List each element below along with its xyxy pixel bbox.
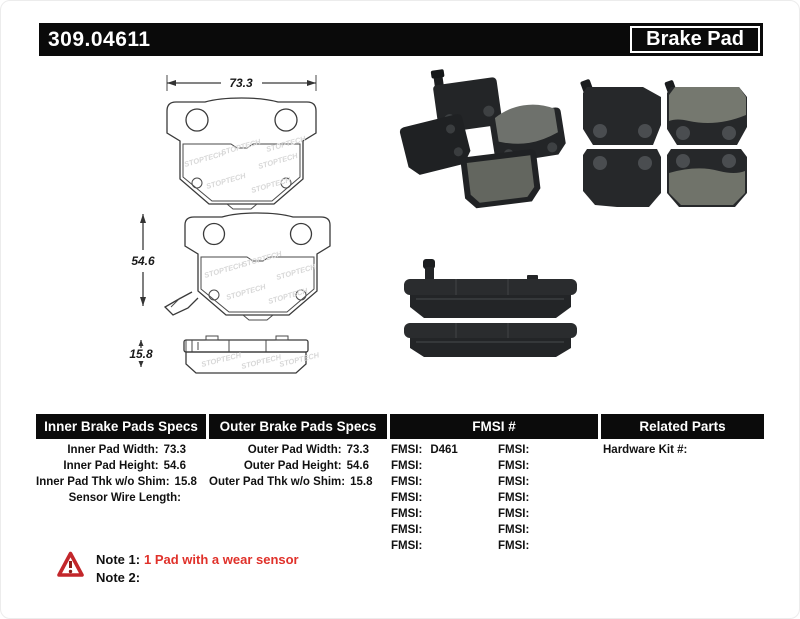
fmsi-row: FMSI: — [391, 508, 423, 520]
related-row: Hardware Kit #: — [603, 444, 688, 456]
spec-row: Inner Pad Thk w/o Shim: 15.8 — [36, 476, 197, 488]
fmsi-row: FMSI: — [498, 508, 530, 520]
header-bar — [39, 23, 763, 56]
pad-grid-top-right — [664, 80, 747, 145]
pad-side-outline — [184, 336, 321, 373]
spec-row: Outer Pad Thk w/o Shim: 15.8 — [209, 476, 373, 488]
svg-text:STOPTECH: STOPTECH — [257, 151, 299, 171]
height-dim-label: 54.6 — [131, 254, 155, 268]
svg-text:STOPTECH: STOPTECH — [220, 137, 262, 157]
drawing-front-height — [123, 204, 338, 334]
thickness-dim-label: 15.8 — [129, 347, 153, 361]
spec-row: Outer Pad Height: 54.6 — [243, 460, 369, 472]
photo-pads-stacked — [396, 251, 586, 359]
note1-text: 1 Pad with a wear sensor — [144, 552, 299, 567]
photo-pads-grid — [579, 79, 769, 211]
pad-grid-bottom-right — [667, 149, 747, 207]
spec-row: Inner Pad Width: 73.3 — [67, 444, 186, 456]
fmsi-row: FMSI: — [391, 460, 423, 472]
inner-specs-column — [36, 442, 197, 506]
pad-friction-bottom — [460, 149, 542, 210]
product-type-badge: Brake Pad — [630, 26, 760, 53]
fmsi-row: FMSI: — [498, 492, 530, 504]
svg-text:STOPTECH: STOPTECH — [225, 282, 267, 302]
fmsi-row: FMSI: — [498, 460, 530, 472]
outer-specs-header: Outer Brake Pads Specs — [209, 414, 387, 439]
width-dimension — [167, 75, 316, 91]
svg-text:STOPTECH: STOPTECH — [203, 260, 245, 280]
fmsi-row: FMSI: — [498, 524, 530, 536]
wear-sensor-tab — [165, 292, 198, 315]
note2-label: Note 2: — [96, 570, 141, 585]
photo-pads-angled — [396, 79, 571, 209]
svg-text:STOPTECH: STOPTECH — [241, 249, 283, 269]
thickness-dimension — [129, 340, 153, 367]
note1-label: Note 1: — [96, 552, 141, 567]
height-dimension — [131, 214, 155, 306]
related-parts-column — [603, 442, 763, 458]
pad-front-outline-2 — [165, 213, 330, 320]
spec-row: Outer Pad Width: 73.3 — [247, 444, 369, 456]
pad-grid-top-left — [580, 79, 661, 145]
svg-text:STOPTECH: STOPTECH — [240, 352, 282, 371]
svg-text:STOPTECH: STOPTECH — [205, 171, 247, 191]
fmsi-row: FMSI: — [498, 444, 530, 456]
spec-row: Inner Pad Height: 54.6 — [63, 460, 186, 472]
fmsi-row: FMSI: D461 — [391, 444, 458, 456]
inner-specs-header: Inner Brake Pads Specs — [36, 414, 206, 439]
drawing-front-width — [149, 69, 334, 219]
related-parts-header: Related Parts — [601, 414, 764, 439]
fmsi-row: FMSI: — [498, 476, 530, 488]
stacked-pad-top — [404, 259, 577, 318]
stacked-pad-bottom — [404, 323, 577, 357]
pad-front-outline — [167, 98, 316, 209]
svg-text:STOPTECH: STOPTECH — [200, 350, 242, 369]
svg-text:STOPTECH: STOPTECH — [278, 350, 320, 369]
fmsi-row: FMSI: — [391, 524, 423, 536]
svg-text:STOPTECH: STOPTECH — [183, 149, 225, 169]
fmsi-header: FMSI # — [390, 414, 598, 439]
part-number: 309.04611 — [48, 27, 151, 51]
svg-text:STOPTECH: STOPTECH — [250, 175, 292, 195]
fmsi-row: FMSI: — [391, 492, 423, 504]
warning-icon — [57, 551, 84, 578]
fmsi-row: FMSI: — [391, 540, 423, 552]
width-dim-label: 73.3 — [229, 76, 253, 90]
outer-specs-column — [209, 442, 373, 490]
fmsi-column-1 — [391, 442, 491, 554]
svg-text:STOPTECH: STOPTECH — [275, 262, 317, 282]
fmsi-column-2 — [498, 442, 598, 554]
spec-row: Sensor Wire Length: — [68, 492, 181, 504]
fmsi-row: FMSI: — [391, 476, 423, 488]
drawing-side-thickness — [123, 327, 338, 387]
fmsi-row: FMSI: — [498, 540, 530, 552]
svg-text:STOPTECH: STOPTECH — [267, 286, 309, 306]
pad-grid-bottom-left — [583, 149, 661, 207]
svg-text:STOPTECH: STOPTECH — [265, 134, 307, 154]
